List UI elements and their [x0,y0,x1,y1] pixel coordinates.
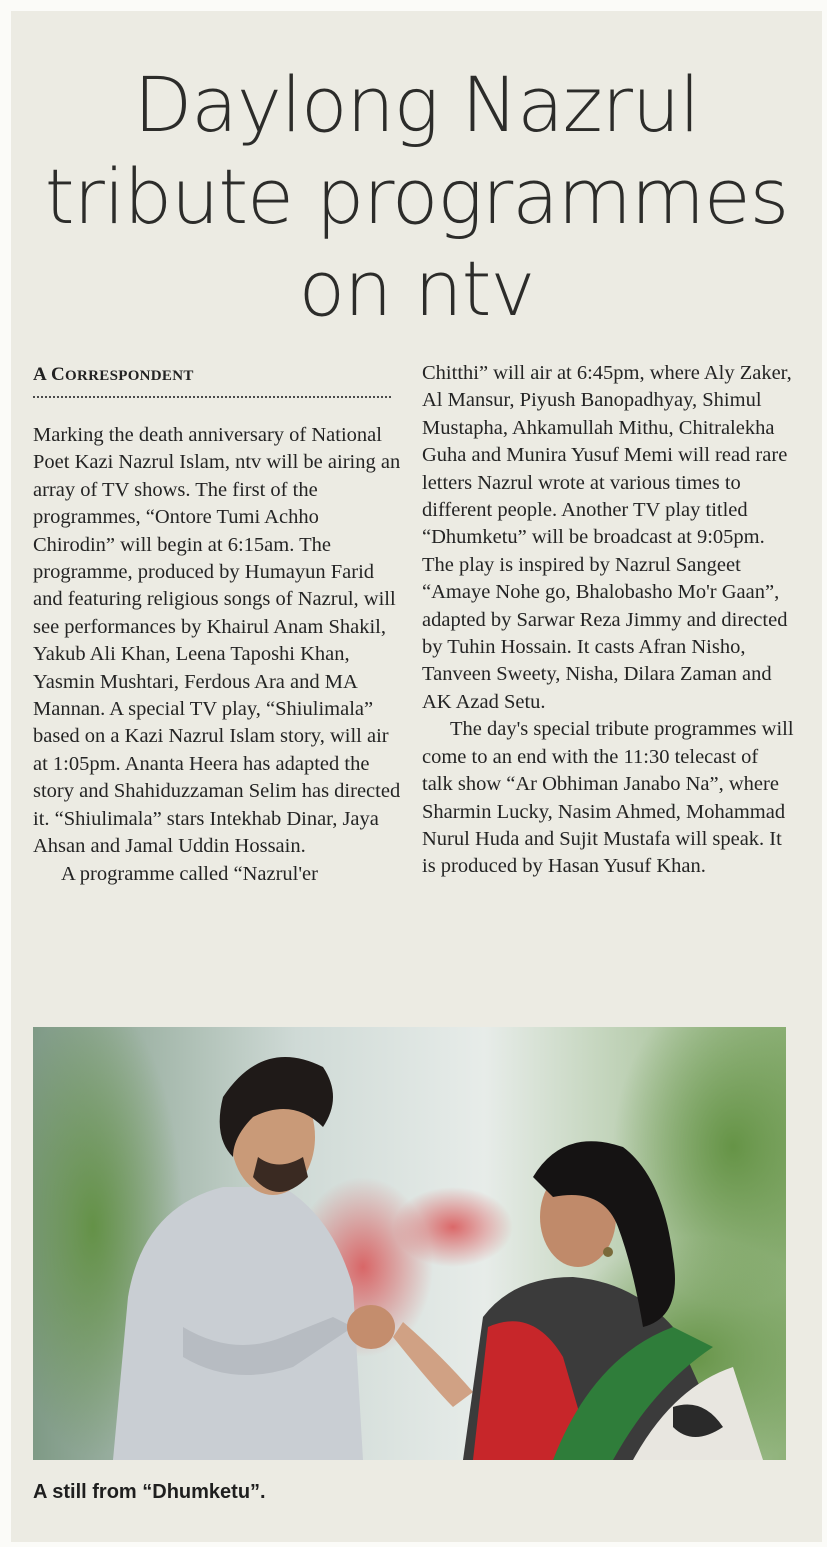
article-column-2 [422,360,794,881]
article-column-1 [33,422,405,888]
column-1-paragraph-2: A programme called “Nazrul'er [61,862,318,885]
byline-divider [33,396,391,398]
column-2-paragraph-2: The day's special tribute programmes will come to an end with the 11:30 telecast of talk show “Ar Obhiman Janabo Na”, where Sharmin Lucky, Nasim Ahmed, Mohammad Nurul Huda and Sujit Mustafa will speak. It is produced by Hasan Yusuf Khan. [422,718,794,878]
photo-caption: A still from “Dhumketu”. [33,1481,266,1503]
headline-line-2: tribute programmes [44,152,789,241]
headline [11,59,822,335]
dhumketu-still-photo [33,1027,786,1460]
column-1-paragraph-1: Marking the death anniversary of National Poet Kazi Nazrul Islam, ntv will be airing an array of TV shows. The first of the programmes, “Ontore Tumi Achho Chirodin” will begin at 6:15am. The programme, produced by Humayun Farid and featuring religious songs of Nazrul, will see performances by Khairul Anam Shakil, Yakub Ali Khan, Leena Taposhi Khan, Yasmin Mushtari, Ferdous Ara and MA Mannan. A special TV play, “Shiulimala” based on a Kazi Nazrul Islam story, will air at 1:05pm. Ananta Heera has adapted the story and Shahiduzzaman Selim has directed it. “Shiulimala” stars Intekhab Dinar, Jaya Ahsan and Jamal Uddin Hossain. [33,424,401,858]
headline-line-3: on ntv [298,244,535,333]
column-2-paragraph-1: Chitthi” will air at 6:45pm, where Aly Zaker, Al Mansur, Piyush Banopadhyay, Shimul Mustapha, Ahkamullah Mithu, Chitralekha Guha and Munira Yusuf Memi will read rare letters Nazrul wrote at various times to different people. Another TV play titled “Dhumketu” will be broadcast at 9:05pm. The play is inspired by Nazrul Sangeet “Amaye Nohe go, Bhalobasho Mo'r Gaan”, adapted by Sarwar Reza Jimmy and directed by Tuhin Hossain. It casts Afran Nisho, Tanveen Sweety, Nisha, Dilara Zaman and AK Azad Setu. [422,362,792,713]
byline-initial: A C [33,364,66,385]
byline-rest: ORRESPONDENT [65,368,194,384]
article-page [11,11,822,1542]
byline [33,364,194,386]
headline-line-1: Daylong Nazrul [133,60,700,149]
